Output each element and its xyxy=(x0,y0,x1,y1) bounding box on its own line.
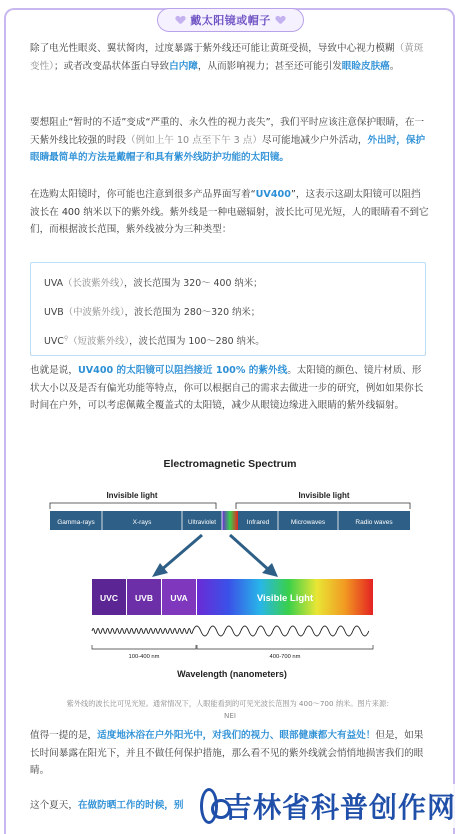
band-label: Ultraviolet xyxy=(188,519,216,526)
uv-name: UVB xyxy=(44,307,64,318)
paragraph-3 xyxy=(30,186,430,239)
highlight: UV400 的太阳镜可以阻挡接近 100% 的紫外线 xyxy=(77,365,288,376)
text: 除了电光性眼炎、翼状胬肉，过度暴露于紫外线还可能让黄斑受损，导致中心视力模糊 xyxy=(30,43,395,54)
highlight: 在做防晒工作的时候，别 xyxy=(77,800,184,811)
uv-desc: （短波紫外线） xyxy=(68,336,130,347)
invisible-light-left: Invisible light xyxy=(106,491,158,500)
visible-light-label: Visible Light xyxy=(256,593,314,604)
range-bracket xyxy=(92,645,196,649)
uv-type-list xyxy=(30,262,426,356)
uv-desc: （长波紫外线） xyxy=(63,278,125,289)
uv-range: ，波长范围为 320～ 400 纳米； xyxy=(124,278,263,289)
zoom-arrow-left xyxy=(160,535,202,571)
zoom-arrow-right xyxy=(230,535,270,571)
visible-sliver xyxy=(222,511,238,530)
watermark-brand xyxy=(200,784,456,828)
text: 这个夏天， xyxy=(30,800,78,811)
text: 在选购太阳镜时，你可能也注意到很多产品界面写着“ xyxy=(30,189,256,200)
uv-block-label: UVB xyxy=(135,593,153,603)
brand-name: 吉林省科普创作网 xyxy=(223,791,456,824)
paragraph-2 xyxy=(30,114,430,167)
text: 要想阻止“暂时的不适”变成“严重的、永久性的视力丧失”，我们平时应该注意保护眼睛，在一天紫外线比较强的时段 xyxy=(30,117,425,146)
highlight: 眼睑皮肤癌 xyxy=(341,60,390,72)
range-label: 400-700 nm xyxy=(269,654,301,660)
highlight: 白内障 xyxy=(169,60,198,72)
band-label: X-rays xyxy=(132,519,152,526)
figure-caption xyxy=(30,698,430,722)
em-spectrum-figure xyxy=(40,449,420,685)
text: ”，这表示这副太阳镜可以阻挡波长在 400 纳米以下的紫外线。紫外线是一种电磁辐射，波长比可见光短，人的眼睛看不到它们，而根据波长范围，紫外线被分为三种类型： xyxy=(30,189,429,235)
range-label: 100-400 nm xyxy=(128,654,160,660)
uv-block-label: UVC xyxy=(100,593,118,603)
highlight: 外出时，保护眼睛最简单的方法是戴帽子和具有紫外线防护功能的太阳镜。 xyxy=(30,134,426,163)
figure-title: Electromagnetic Spectrum xyxy=(163,458,297,470)
bracket-left xyxy=(50,503,216,509)
invisible-light-right: Invisible light xyxy=(298,491,350,500)
uv-block-label: UVA xyxy=(170,593,188,603)
uv-range: ，波长范围为 100～280 纳米。 xyxy=(129,336,265,347)
text: 。 xyxy=(389,60,400,72)
list-item xyxy=(44,333,265,347)
search-icon[interactable]: ⚲ xyxy=(63,334,69,342)
paragraph-4 xyxy=(30,362,430,415)
uv-range: ，波长范围为 280～320 纳米； xyxy=(124,307,261,318)
caption-line: NEI xyxy=(223,711,237,720)
uv-desc: （中波紫外线） xyxy=(63,307,125,318)
bracket-right xyxy=(236,503,410,509)
heart-icon xyxy=(276,16,285,25)
text: 也就是说， xyxy=(30,365,78,376)
band-label: Radio waves xyxy=(355,519,393,526)
band-label: Infrared xyxy=(246,519,270,526)
band-label: Microwaves xyxy=(290,519,326,526)
text: 。太阳镜的颜色、镜片材质、形状大小以及是否有偏光功能等特点，你可以根据自己的需求去做进一步的研究，例如如果你长时间在户外，可以考虑佩戴全覆盖式的太阳镜，减少从眼镜边缘进入眼睛的紫外线辐射。 xyxy=(30,365,424,411)
text: 值得一提的是， xyxy=(30,730,98,741)
highlight: 适度地沐浴在户外阳光中，对我们的视力、眼部健康都大有益处！ xyxy=(97,730,376,741)
text: 尽可能地减少户外活动， xyxy=(261,134,368,146)
text: （例如上午 10 点至下午 3 点） xyxy=(125,134,262,146)
x-axis-label: Wavelength (nanometers) xyxy=(177,669,287,679)
highlight: UV400 xyxy=(255,189,291,200)
text: 但是，如果长时间暴露在阳光下，并且不做任何保护措施，那么看不见的紫外线就会悄悄地损害我们的眼睛。 xyxy=(30,730,424,776)
text: ，从而影响视力；甚至还可能引发 xyxy=(197,60,342,72)
list-item xyxy=(44,275,263,289)
wave-line xyxy=(92,626,369,636)
brand-logo-icon xyxy=(200,788,218,824)
text: （黄斑变性） xyxy=(30,43,424,72)
range-bracket xyxy=(197,645,373,649)
band-label: Gamma-rays xyxy=(57,519,95,526)
paragraph-5 xyxy=(30,727,430,780)
section-title: 戴太阳镜或帽子 xyxy=(190,14,271,27)
heart-icon xyxy=(176,16,185,25)
list-item xyxy=(44,304,260,318)
uv-name: UVC xyxy=(44,336,64,347)
section-title-pill xyxy=(157,8,304,32)
uv-name: UVA xyxy=(44,278,64,289)
text: ；或者改变晶状体蛋白导致 xyxy=(53,60,170,72)
caption-line: 紫外线的波长比可见光短。通常情况下，人眼能看到的可见光波长范围为 400～700 纳米。图片来源： xyxy=(66,699,394,708)
paragraph-1 xyxy=(30,40,430,75)
